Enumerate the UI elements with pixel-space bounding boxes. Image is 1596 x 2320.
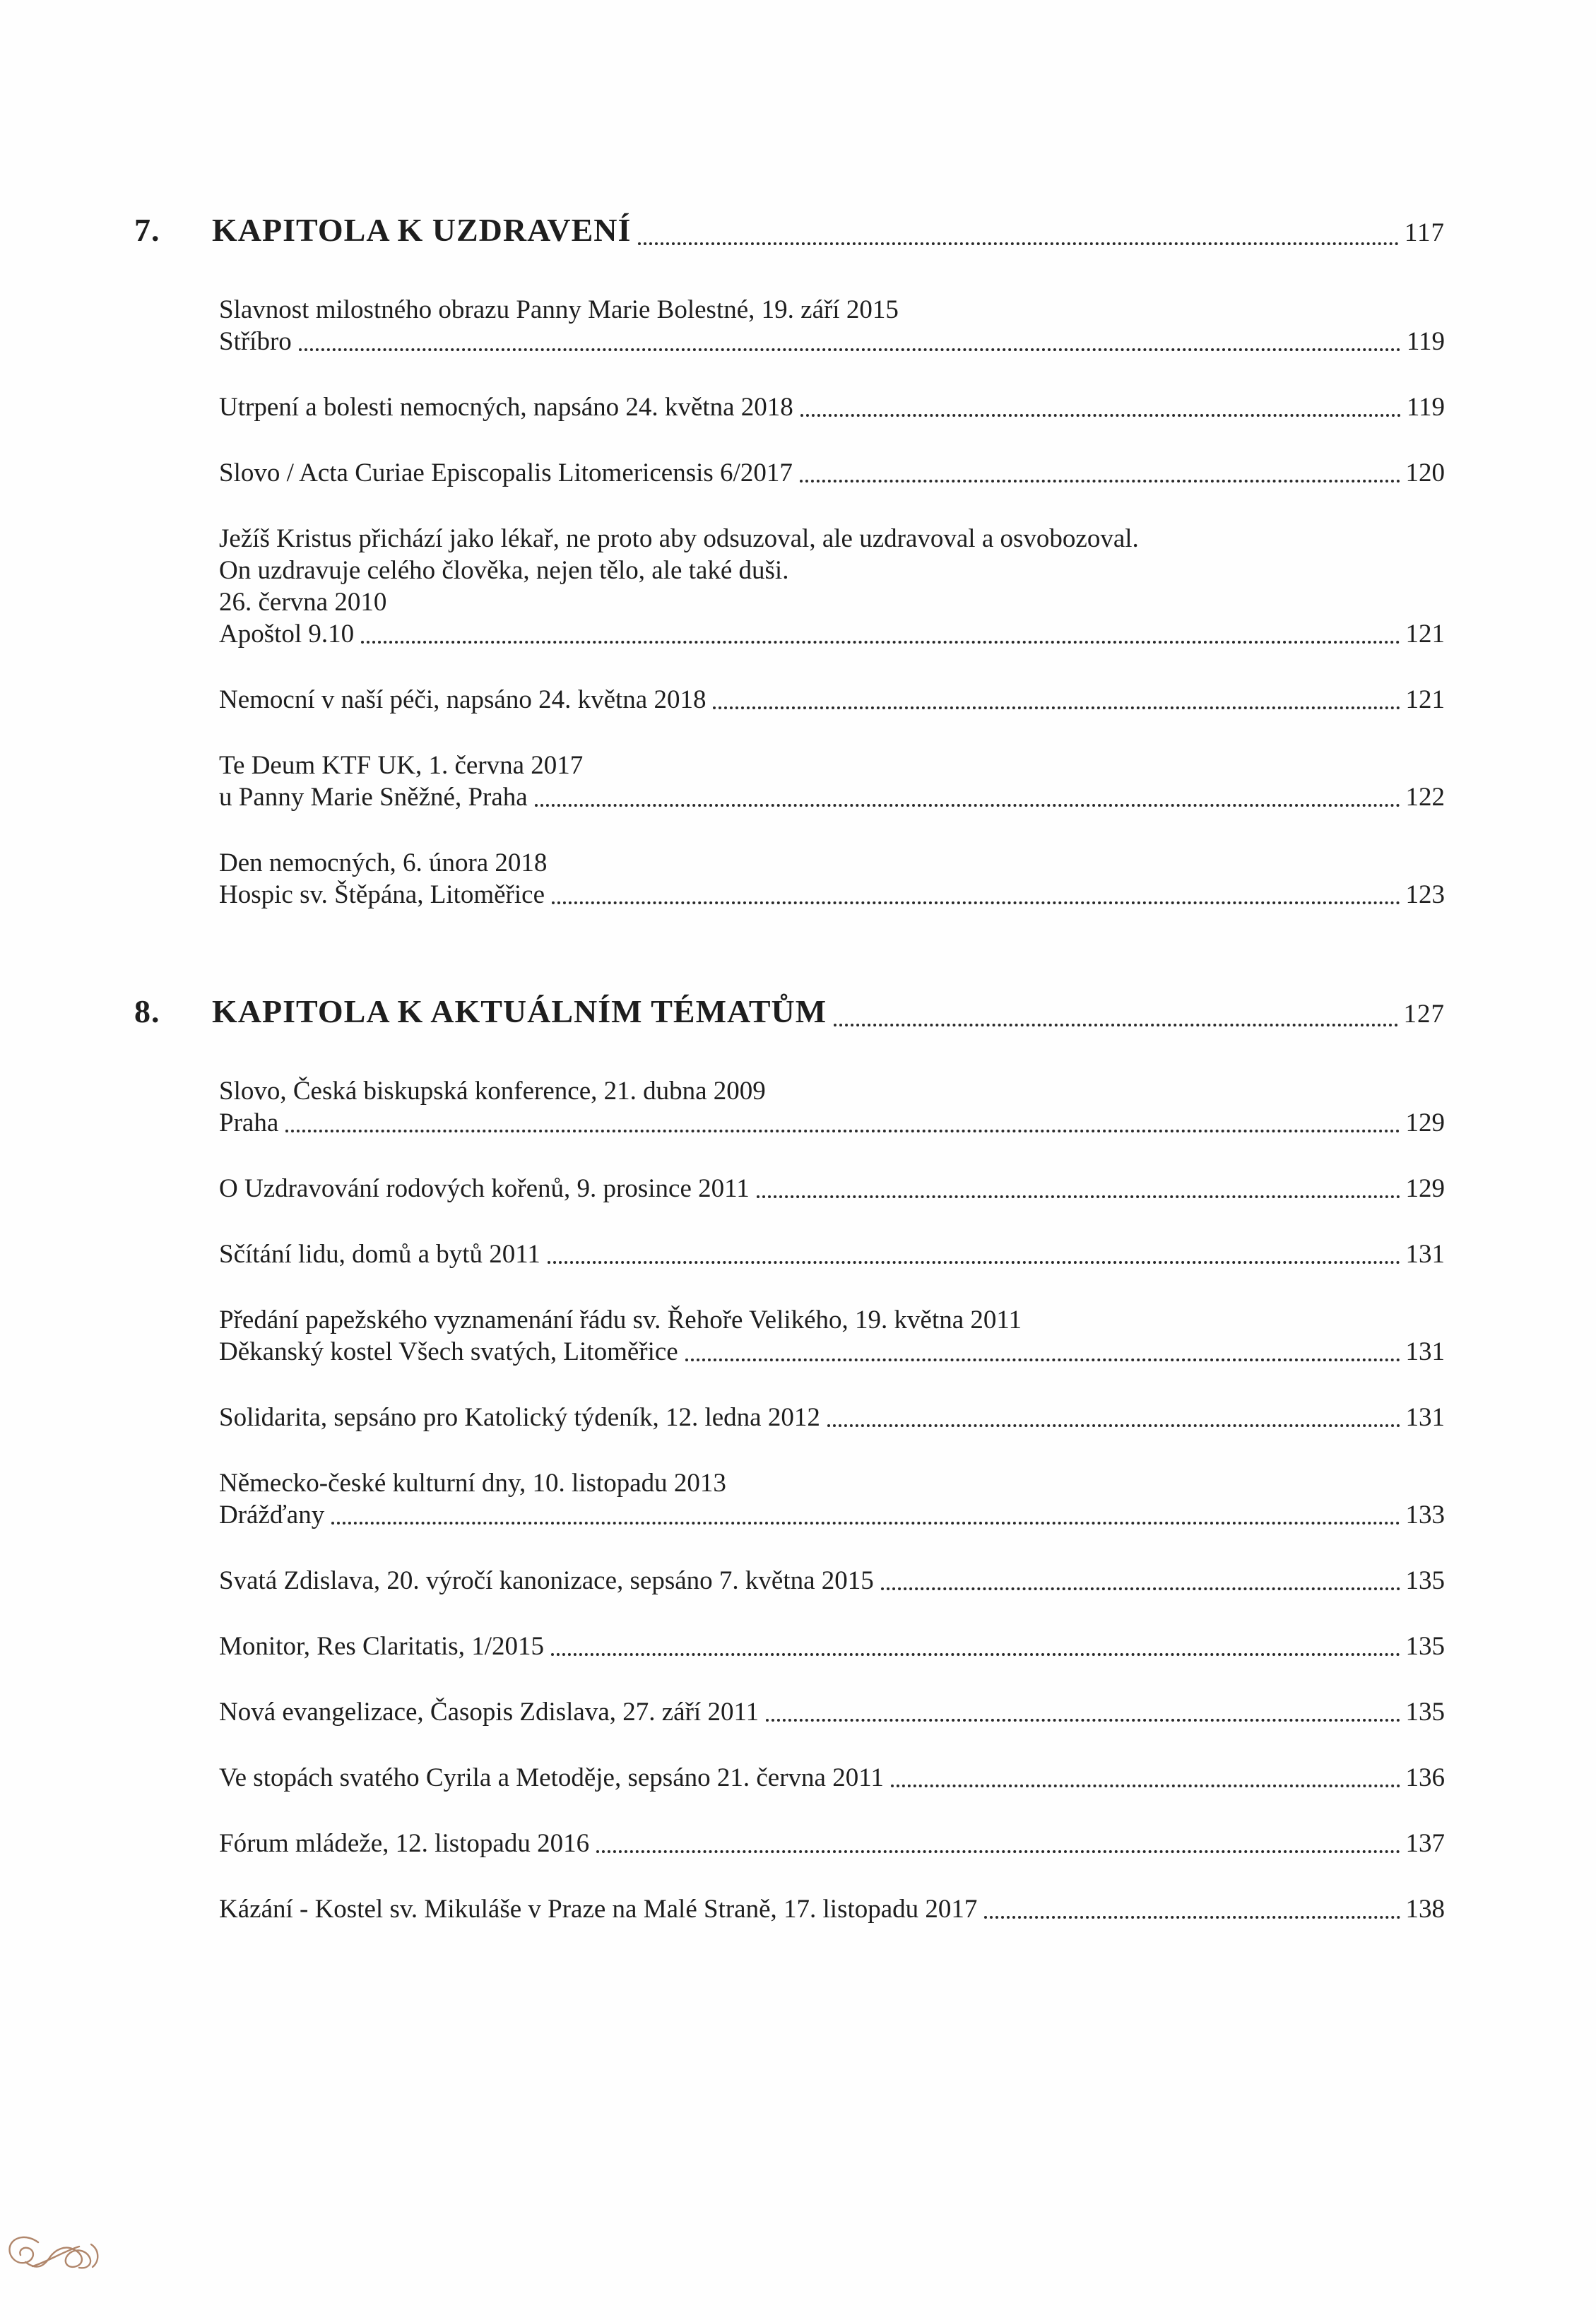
toc-chapter xyxy=(0,992,1596,1925)
entry-page-number: 129 xyxy=(1405,1174,1445,1203)
dot-leader xyxy=(685,1359,1400,1361)
entry-page-number: 131 xyxy=(1405,1403,1445,1432)
entry-page-number: 129 xyxy=(1405,1108,1445,1137)
chapter-entries xyxy=(0,294,1596,911)
toc-entry-row xyxy=(219,1336,1445,1368)
dot-leader xyxy=(535,804,1400,807)
dot-leader xyxy=(361,641,1400,644)
entry-text-line: Te Deum KTF UK, 1. června 2017 xyxy=(219,751,584,780)
toc-entry-row xyxy=(219,684,1445,716)
toc-entry-row xyxy=(219,1238,1445,1270)
toc-entry-row xyxy=(219,457,1445,489)
toc-entry xyxy=(219,1630,1445,1662)
dot-leader xyxy=(766,1719,1400,1722)
dot-leader xyxy=(713,706,1400,709)
entry-text-line: Slovo, Česká biskupská konference, 21. dubna 2009 xyxy=(219,1077,766,1106)
entry-page-number: 122 xyxy=(1405,783,1445,812)
entry-title: Nová evangelizace, Časopis Zdislava, 27. září 2011 xyxy=(219,1698,759,1727)
entry-text-line: Předání papežského vyznamenání řádu sv. Řehoře Velikého, 19. května 2011 xyxy=(219,1306,1022,1334)
dot-leader xyxy=(757,1195,1400,1198)
entry-title: Monitor, Res Claritatis, 1/2015 xyxy=(219,1632,544,1661)
toc-entry xyxy=(219,1828,1445,1859)
entry-title: Ve stopách svatého Cyrila a Metoděje, sepsáno 21. června 2011 xyxy=(219,1763,884,1792)
chapter-heading xyxy=(134,211,1445,253)
toc-entry-row xyxy=(219,1630,1445,1662)
table-of-contents xyxy=(0,211,1596,1959)
dot-leader xyxy=(299,348,1401,351)
entry-page-number: 136 xyxy=(1405,1763,1445,1792)
dot-leader xyxy=(827,1424,1400,1427)
entry-page-number: 138 xyxy=(1405,1895,1445,1924)
dot-leader xyxy=(881,1587,1400,1590)
dot-leader xyxy=(548,1261,1400,1264)
entry-page-number: 137 xyxy=(1405,1829,1445,1858)
entry-title: Solidarita, sepsáno pro Katolický týdeník, 12. ledna 2012 xyxy=(219,1403,820,1432)
chapter-title: KAPITOLA K UZDRAVENÍ xyxy=(212,212,632,248)
entry-text-line: Ježíš Kristus přichází jako lékař, ne proto aby odsuzoval, ale uzdravoval a osvobozoval. xyxy=(219,524,1139,553)
entry-page-number: 119 xyxy=(1406,327,1445,356)
chapter-number: 8. xyxy=(134,993,160,1029)
entry-title: Svatá Zdislava, 20. výročí kanonizace, sepsáno 7. května 2015 xyxy=(219,1566,874,1595)
toc-entry xyxy=(219,750,1445,813)
toc-entry xyxy=(219,684,1445,716)
toc-entry-row xyxy=(219,879,1445,911)
entry-title: Utrpení a bolesti nemocných, napsáno 24. května 2018 xyxy=(219,393,793,422)
toc-entry xyxy=(219,847,1445,911)
calligraphic-flourish-icon xyxy=(6,2232,103,2272)
toc-entry-row xyxy=(219,391,1445,423)
entry-title: Drážďany xyxy=(219,1501,325,1529)
toc-entry xyxy=(219,1565,1445,1597)
toc-entry-row xyxy=(219,1402,1445,1433)
toc-entry xyxy=(219,1696,1445,1728)
toc-entry xyxy=(219,391,1445,423)
dot-leader xyxy=(551,1653,1400,1656)
entry-page-number: 119 xyxy=(1406,393,1445,422)
toc-entry xyxy=(219,1304,1445,1368)
entry-text-line: Slavnost milostného obrazu Panny Marie Bolestné, 19. září 2015 xyxy=(219,295,899,324)
chapter-title: KAPITOLA K AKTUÁLNÍM TÉMATŮM xyxy=(212,993,827,1029)
dot-leader xyxy=(891,1785,1400,1787)
dot-leader xyxy=(285,1130,1400,1132)
toc-entry-row xyxy=(219,1893,1445,1925)
toc-entry xyxy=(219,1467,1445,1531)
toc-entry xyxy=(219,1238,1445,1270)
chapter-number: 7. xyxy=(134,212,160,248)
dot-leader xyxy=(552,901,1400,904)
entry-page-number: 133 xyxy=(1405,1501,1445,1529)
entry-page-number: 121 xyxy=(1405,685,1445,714)
toc-entry xyxy=(219,1762,1445,1794)
chapter-page-number: 127 xyxy=(1403,1000,1445,1029)
toc-entry xyxy=(219,1893,1445,1925)
dot-leader xyxy=(331,1522,1400,1525)
entry-text-line: Německo-české kulturní dny, 10. listopadu 2013 xyxy=(219,1469,726,1498)
toc-entry-row xyxy=(219,326,1445,357)
chapter-entries xyxy=(0,1075,1596,1925)
entry-title: Fórum mládeže, 12. listopadu 2016 xyxy=(219,1829,590,1858)
dot-leader xyxy=(638,242,1398,245)
entry-page-number: 121 xyxy=(1405,620,1445,649)
entry-page-number: 120 xyxy=(1405,458,1445,487)
entry-text-line: On uzdravuje celého člověka, nejen tělo, ale také duši. xyxy=(219,556,789,585)
toc-entry-row xyxy=(219,781,1445,813)
toc-entry-row xyxy=(219,1828,1445,1859)
toc-entry-row xyxy=(219,1173,1445,1205)
dot-leader xyxy=(834,1024,1397,1026)
entry-text-line: Den nemocných, 6. února 2018 xyxy=(219,848,548,877)
toc-entry-row xyxy=(219,1565,1445,1597)
toc-entry xyxy=(219,1173,1445,1205)
entry-title: Kázání - Kostel sv. Mikuláše v Praze na Malé Straně, 17. listopadu 2017 xyxy=(219,1895,978,1924)
toc-entry-row xyxy=(219,1107,1445,1139)
entry-title: u Panny Marie Sněžné, Praha xyxy=(219,783,528,812)
dot-leader xyxy=(800,480,1400,483)
entry-title: O Uzdravování rodových kořenů, 9. prosince 2011 xyxy=(219,1174,750,1203)
dot-leader xyxy=(596,1850,1400,1853)
entry-title: Slovo / Acta Curiae Episcopalis Litomericensis 6/2017 xyxy=(219,458,793,487)
chapter-heading xyxy=(134,992,1445,1034)
toc-entry xyxy=(219,1075,1445,1139)
toc-chapter xyxy=(0,211,1596,911)
toc-entry xyxy=(219,294,1445,357)
entry-page-number: 135 xyxy=(1405,1566,1445,1595)
toc-entry xyxy=(219,457,1445,489)
entry-title: Hospic sv. Štěpána, Litoměřice xyxy=(219,880,545,909)
toc-entry-row xyxy=(219,618,1445,650)
chapter-page-number: 117 xyxy=(1404,218,1445,247)
toc-entry xyxy=(219,1402,1445,1433)
entry-title: Sčítání lidu, domů a bytů 2011 xyxy=(219,1240,540,1269)
entry-page-number: 123 xyxy=(1405,880,1445,909)
entry-title: Apoštol 9.10 xyxy=(219,620,355,649)
toc-entry xyxy=(219,523,1445,650)
dot-leader xyxy=(800,414,1401,417)
entry-page-number: 131 xyxy=(1405,1240,1445,1269)
dot-leader xyxy=(984,1916,1400,1919)
entry-title: Děkanský kostel Všech svatých, Litoměřice xyxy=(219,1337,678,1366)
toc-entry-row xyxy=(219,1762,1445,1794)
toc-entry-row xyxy=(219,1696,1445,1728)
toc-entry-row xyxy=(219,1499,1445,1531)
entry-title: Stříbro xyxy=(219,327,292,356)
entry-text-line: 26. června 2010 xyxy=(219,588,387,617)
entry-page-number: 135 xyxy=(1405,1698,1445,1727)
entry-page-number: 135 xyxy=(1405,1632,1445,1661)
entry-page-number: 131 xyxy=(1405,1337,1445,1366)
entry-title: Nemocní v naší péči, napsáno 24. května 2018 xyxy=(219,685,707,714)
entry-title: Praha xyxy=(219,1108,279,1137)
